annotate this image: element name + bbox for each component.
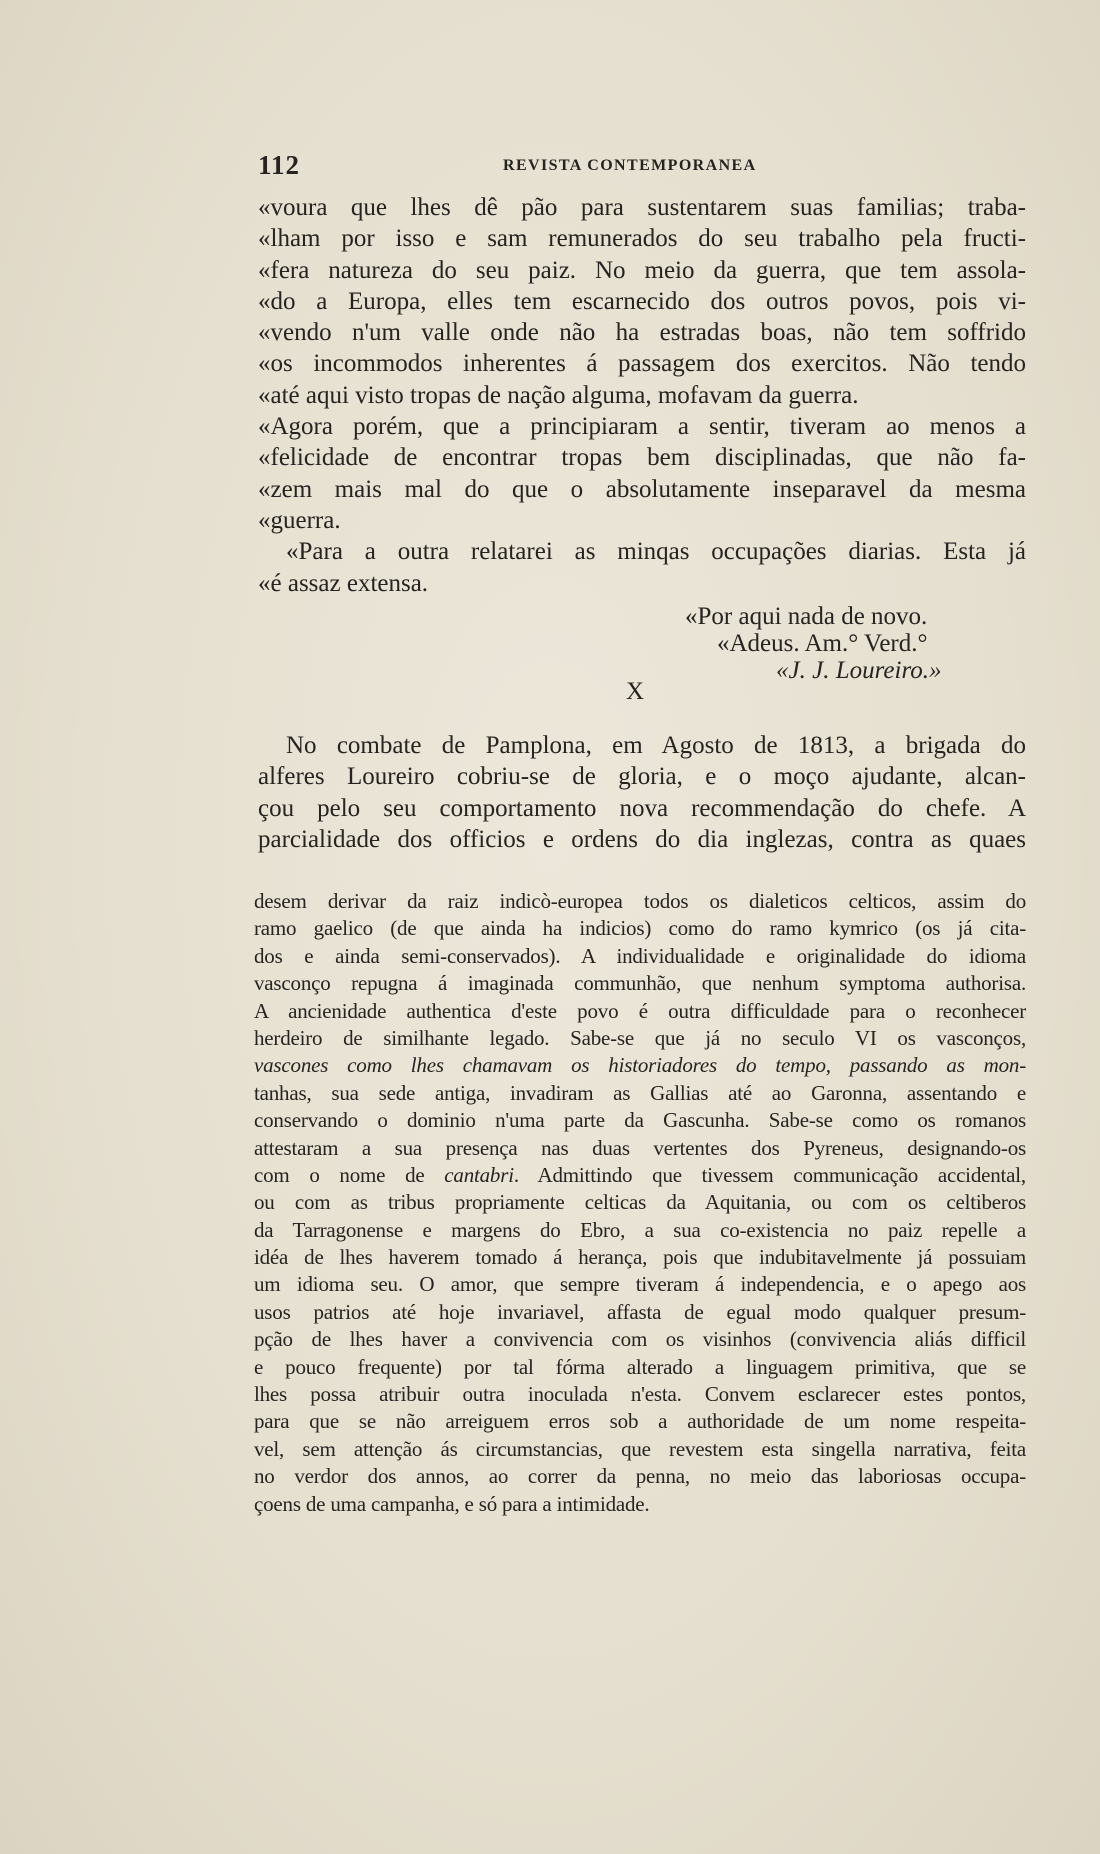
section-number: X bbox=[626, 678, 645, 705]
footnote-line: da Tarragonense e margens do Ebro, a sua co-existencia no paiz repelle a bbox=[254, 1217, 1026, 1242]
footnote-line: e pouco frequente) por tal fórma alterado a linguagem primitiva, que se bbox=[254, 1354, 1026, 1379]
footnote-line: lhes possa atribuir outra inoculada n'esta. Convem esclarecer estes pontos, bbox=[254, 1382, 1026, 1407]
letter-line: «Para a outra relatarei as minqas occupações diarias. Esta já bbox=[286, 538, 1026, 566]
footnote-lines bbox=[254, 888, 1026, 1518]
letter-line: «voura que lhes dê pão para sustentarem suas familias; traba- bbox=[258, 194, 1026, 221]
letter-closing: «Por aqui nada de novo. bbox=[685, 602, 928, 630]
body-line: çou pelo seu comportamento nova recommendação do chefe. A bbox=[258, 794, 1026, 822]
footnote-line: ramo gaelico (de que ainda ha indicios) como do ramo kymrico (os já cita- bbox=[254, 916, 1026, 941]
footnote bbox=[254, 888, 1026, 1518]
footnote-line: A ancienidade authentica d'este povo é outra difficuldade para o reconhecer bbox=[254, 998, 1026, 1023]
letter-signature: «J. J. Loureiro.» bbox=[776, 656, 942, 684]
footnote-line: um idioma seu. O amor, que sempre tiveram á independencia, e o apego aos bbox=[254, 1272, 1026, 1297]
footnote-line: herdeiro de similhante legado. Sabe-se que já no seculo VI os vasconços, bbox=[254, 1025, 1026, 1050]
footnote-line: çoens de uma campanha, e só para a intimidade. bbox=[254, 1491, 650, 1516]
page-header bbox=[258, 150, 1016, 180]
footnote-line: vasconço repugna á imaginada communhão, que nenhum symptoma authorisa. bbox=[254, 971, 1026, 996]
footnote-line: attestaram a sua presença nas duas vertentes dos Pyreneus, designando-os bbox=[254, 1135, 1026, 1160]
letter-farewell: «Adeus. Am.° Verd.° bbox=[717, 629, 928, 657]
letter-line: «vendo n'um valle onde não ha estradas boas, não tem soffrido bbox=[258, 319, 1026, 347]
footnote-line: com o nome de cantabri. Admittindo que tivessem communicação accidental, bbox=[254, 1162, 1026, 1187]
letter-line: «até aqui visto tropas de nação alguma, mofavam da guerra. bbox=[258, 381, 859, 409]
footnote-line: tanhas, sua sede antiga, invadiram as Gallias até ao Garonna, assentando e bbox=[254, 1080, 1026, 1105]
letter-line: «é assaz extensa. bbox=[258, 569, 429, 597]
letter-line: «Agora porém, que a principiaram a sentir, tiveram ao menos a bbox=[258, 413, 1026, 441]
footnote-line: desem derivar da raiz indicò-europea todos os dialeticos celticos, assim do bbox=[254, 889, 1026, 913]
running-title: REVISTA CONTEMPORANEA bbox=[503, 157, 757, 174]
footnote-line: vascones como lhes chamavam os historiadores do tempo, passando as mon- bbox=[254, 1053, 1026, 1078]
letter-line: «fera natureza do seu paiz. No meio da guerra, que tem assola- bbox=[258, 256, 1026, 284]
body-line: alferes Loureiro cobriu-se de gloria, e o moço ajudante, alcan- bbox=[258, 763, 1026, 791]
page-number: 112 bbox=[258, 150, 301, 180]
letter-line: «felicidade de encontrar tropas bem disciplinadas, que não fa- bbox=[258, 444, 1026, 472]
footnote-line: pção de lhes haver a convivencia com os visinhos (convivencia aliás difficil bbox=[254, 1327, 1026, 1352]
letter-lines bbox=[258, 192, 1026, 599]
footnote-line: conservando o dominio n'uma parte da Gascunha. Sabe-se como os romanos bbox=[254, 1108, 1026, 1133]
letter-line: «lham por isso e sam remunerados do seu trabalho pela fructi- bbox=[258, 225, 1026, 253]
body-text bbox=[258, 730, 1026, 855]
letter-line: «os incommodos inherentes á passagem dos exercitos. Não tendo bbox=[258, 350, 1026, 378]
body-lines bbox=[258, 730, 1026, 855]
footnote-line: idéa de lhes haverem tomado á herança, pois que indubitavelmente já possuiam bbox=[254, 1245, 1026, 1270]
letter-text bbox=[258, 192, 1026, 686]
body-line: parcialidade dos officios e ordens do dia inglezas, contra as quaes bbox=[258, 825, 1026, 853]
footnote-line: ou com as tribus propriamente celticas da Aquitania, ou com os celtiberos bbox=[254, 1190, 1026, 1215]
footnote-line: para que se não arreiguem erros sob a authoridade de um nome respeita- bbox=[254, 1409, 1026, 1434]
letter-closing-line bbox=[258, 599, 1026, 628]
footnote-line: dos e ainda semi-conservados). A individualidade e originalidade do idioma bbox=[254, 943, 1026, 968]
body-line: No combate de Pamplona, em Agosto de 1813, a brigada do bbox=[286, 732, 1026, 759]
letter-farewell-line bbox=[258, 628, 1026, 657]
letter-line: «do a Europa, elles tem escarnecido dos outros povos, pois vi- bbox=[258, 287, 1026, 315]
letter-line: «guerra. bbox=[258, 506, 341, 534]
footnote-line: no verdor dos annos, ao correr da penna, no meio das laboriosas occupa- bbox=[254, 1464, 1026, 1489]
letter-line: «zem mais mal do que o absolutamente inseparavel da mesma bbox=[258, 475, 1026, 503]
footnote-line: vel, sem attenção ás circumstancias, que revestem esta singella narrativa, feita bbox=[254, 1436, 1026, 1461]
footnote-line: usos patrios até hoje invariavel, affasta de egual modo qualquer presum- bbox=[254, 1299, 1026, 1324]
